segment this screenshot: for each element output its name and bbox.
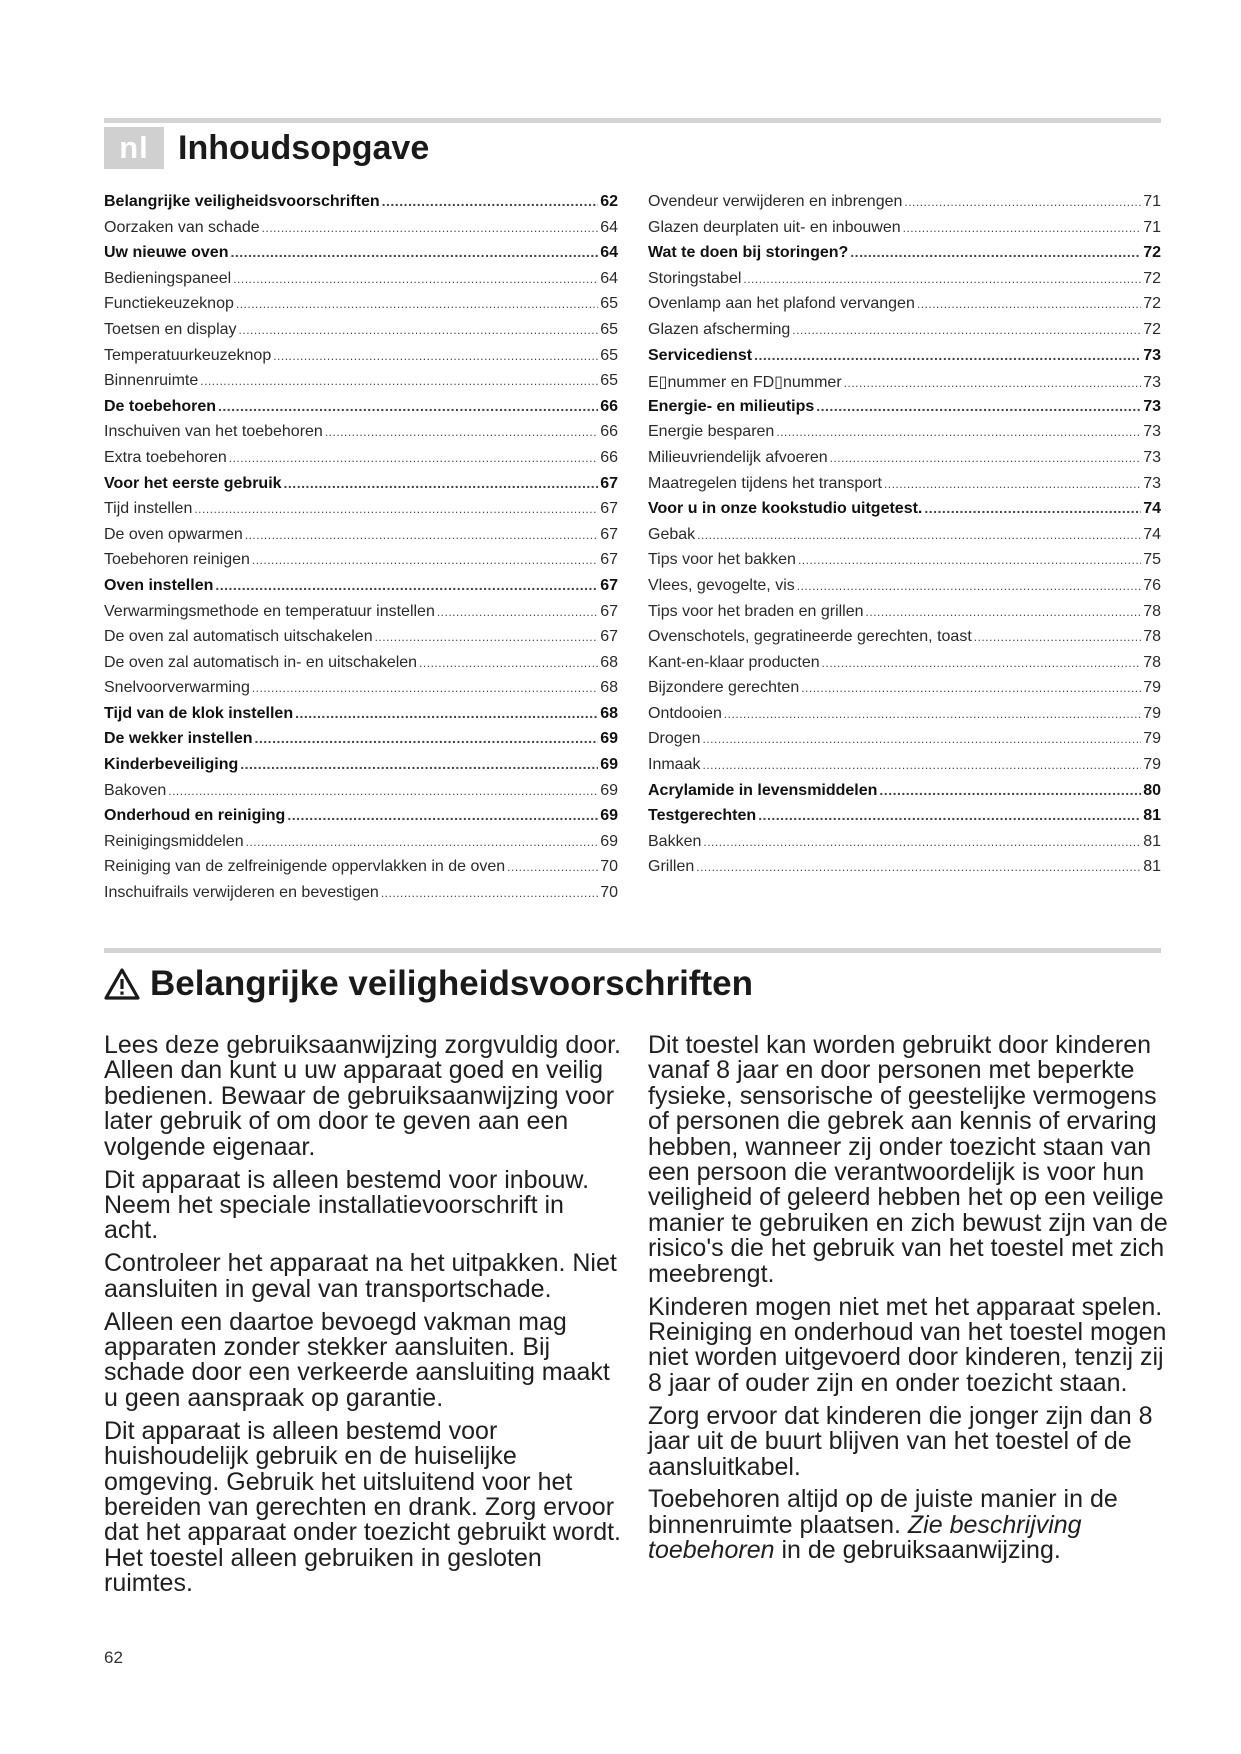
toc-entry-label: Verwarmingsmethode en temperatuur instellen xyxy=(104,602,435,620)
toc-entry-label: Glazen deurplaten uit- en inbouwen xyxy=(648,218,901,236)
toc-leader-dots xyxy=(194,500,598,518)
toc-leader-dots xyxy=(850,244,1141,262)
toc-leader-dots xyxy=(236,295,598,313)
toc-entry[interactable] xyxy=(648,398,1161,424)
toc-header xyxy=(104,127,429,169)
toc-entry-label: De oven zal automatisch in- en uitschakelen xyxy=(104,653,418,671)
toc-leader-dots xyxy=(382,193,599,211)
toc-entry-label: Ovendeur verwijderen en inbrengen xyxy=(648,193,903,210)
toc-leader-dots xyxy=(924,500,1141,518)
toc-leader-dots xyxy=(381,884,598,902)
warning-triangle-icon xyxy=(104,967,140,1001)
safety-right-column xyxy=(648,1033,1168,1571)
toc-entry-label: Bakoven xyxy=(104,781,167,799)
toc-entry[interactable] xyxy=(104,679,618,705)
toc-leader-dots xyxy=(816,398,1141,416)
toc-leader-dots xyxy=(246,833,599,851)
toc-entry-page: 67 xyxy=(600,576,618,594)
toc-entry[interactable] xyxy=(104,244,618,270)
language-badge: nl xyxy=(104,127,164,169)
toc-entry-page: 76 xyxy=(1143,576,1161,594)
toc-entry-page: 70 xyxy=(600,884,618,902)
safety-paragraph: Controleer het apparaat na het uitpakken. Niet aansluiten in geval van transportschade. xyxy=(104,1249,617,1303)
toc-entry-label: Belangrijke veiligheidsvoorschriften xyxy=(104,193,380,210)
toc-entry-page: 69 xyxy=(600,730,618,748)
toc-entry-label: Tips voor het braden en grillen xyxy=(648,602,864,620)
toc-entry-page: 81 xyxy=(1143,832,1161,850)
toc-entry-page: 78 xyxy=(1143,628,1161,646)
toc-leader-dots xyxy=(884,475,1141,493)
toc-entry[interactable] xyxy=(648,500,1161,526)
toc-entry[interactable] xyxy=(104,423,618,449)
toc-entry[interactable] xyxy=(104,551,618,577)
toc-entry-label: Kinderbeveiliging xyxy=(104,756,239,774)
toc-leader-dots xyxy=(295,705,598,723)
toc-entry-label: Acrylamide in levensmiddelen xyxy=(648,781,878,799)
toc-entry-label: Inmaak xyxy=(648,756,701,774)
toc-entry-label: Tips voor het bakken xyxy=(648,551,796,569)
toc-entry-page: 73 xyxy=(1143,397,1161,415)
toc-entry[interactable] xyxy=(104,807,618,833)
toc-entry-label: Voor u in onze kookstudio uitgetest. xyxy=(648,500,923,518)
toc-leader-dots xyxy=(245,526,598,544)
toc-leader-dots xyxy=(724,705,1141,723)
toc-entry[interactable] xyxy=(104,833,618,859)
toc-entry[interactable] xyxy=(648,423,1161,449)
toc-entry[interactable] xyxy=(648,244,1161,270)
toc-entry-label: Toetsen en display xyxy=(104,320,237,338)
toc-leader-dots xyxy=(240,756,598,774)
toc-entry[interactable] xyxy=(648,756,1161,782)
toc-entry[interactable] xyxy=(104,782,618,808)
toc-entry[interactable] xyxy=(104,475,618,501)
section-rule xyxy=(104,948,1161,953)
reference-emphasis: Zie beschrijving toebehoren xyxy=(648,1510,1082,1565)
toc-entry-page: 68 xyxy=(600,653,618,671)
toc-entry-label: Tijd instellen xyxy=(104,500,193,518)
toc-entry-label: Bijzondere gerechten xyxy=(648,679,800,697)
toc-entry[interactable] xyxy=(648,833,1161,859)
toc-leader-dots xyxy=(437,603,598,621)
toc-entry[interactable] xyxy=(104,295,618,321)
toc-leader-dots xyxy=(703,833,1141,851)
toc-entry-label: Toebehoren reinigen xyxy=(104,551,250,569)
toc-entry-page: 67 xyxy=(600,474,618,492)
toc-entry-page: 70 xyxy=(600,858,618,876)
safety-paragraph: Kinderen mogen niet met het apparaat spelen. Reiniging en onderhoud van het toestel mogen niet worden uitgevoerd door kinderen, tenzij zij 8 jaar of ouder zijn en onder toezicht staan. xyxy=(648,1292,1167,1397)
top-rule xyxy=(104,118,1161,123)
toc-entry-label: Inschuiven van het toebehoren xyxy=(104,423,323,441)
toc-entry-page: 72 xyxy=(1143,320,1161,338)
toc-entry[interactable] xyxy=(648,321,1161,347)
toc-entry-label: Reinigingsmiddelen xyxy=(104,832,244,850)
toc-leader-dots xyxy=(287,807,598,825)
safety-paragraph: Zorg ervoor dat kinderen die jonger zijn dan 8 jaar uit de buurt blijven van het toestel of de aansluitkabel. xyxy=(648,1401,1153,1481)
toc-entry-page: 79 xyxy=(1143,730,1161,748)
toc-leader-dots xyxy=(903,219,1142,237)
toc-entry-page: 69 xyxy=(600,832,618,850)
toc-entry-label: Oven instellen xyxy=(104,576,214,594)
toc-entry-page: 62 xyxy=(600,193,618,210)
toc-left-column xyxy=(104,193,618,910)
toc-entry[interactable] xyxy=(648,858,1161,884)
toc-entry-page: 65 xyxy=(600,295,618,313)
page-number: 62 xyxy=(104,1648,123,1667)
toc-entry-label: E▯nummer en FD▯nummer xyxy=(648,374,842,392)
toc-leader-dots xyxy=(844,374,1142,392)
toc-entry-page: 69 xyxy=(600,781,618,799)
toc-entry[interactable] xyxy=(104,526,618,552)
toc-entry[interactable] xyxy=(648,679,1161,705)
toc-entry[interactable] xyxy=(648,193,1161,219)
toc-leader-dots xyxy=(776,423,1141,441)
toc-entry-page: 75 xyxy=(1143,551,1161,569)
toc-entry-label: Wat te doen bij storingen? xyxy=(648,244,849,262)
toc-entry-label: Grillen xyxy=(648,858,695,876)
toc-entry-label: De wekker instellen xyxy=(104,730,253,748)
toc-entry-page: 73 xyxy=(1143,423,1161,441)
toc-entry-label: Ontdooien xyxy=(648,704,722,722)
toc-entry-page: 72 xyxy=(1143,295,1161,313)
toc-leader-dots xyxy=(797,577,1141,595)
toc-entry-label: Ovenschotels, gegratineerde gerechten, toast xyxy=(648,628,972,646)
toc-leader-dots xyxy=(696,858,1141,876)
toc-leader-dots xyxy=(702,730,1141,748)
toc-entry-page: 72 xyxy=(1143,269,1161,287)
toc-entry-label: Energie- en milieutips xyxy=(648,397,815,415)
toc-entry-page: 66 xyxy=(600,423,618,441)
toc-entry-label: Ovenlamp aan het plafond vervangen xyxy=(648,295,915,313)
toc-leader-dots xyxy=(697,526,1141,544)
toc-leader-dots xyxy=(168,782,598,800)
toc-leader-dots xyxy=(879,782,1141,800)
toc-entry[interactable] xyxy=(648,603,1161,629)
toc-entry-page: 66 xyxy=(600,448,618,466)
toc-leader-dots xyxy=(252,679,598,697)
toc-entry-page: 79 xyxy=(1143,679,1161,697)
toc-entry[interactable] xyxy=(104,577,618,603)
toc-entry-page: 65 xyxy=(600,372,618,390)
toc-entry-page: 68 xyxy=(600,679,618,697)
toc-entry[interactable] xyxy=(104,347,618,373)
toc-entry[interactable] xyxy=(648,551,1161,577)
toc-entry-label: Extra toebehoren xyxy=(104,448,227,466)
toc-entry-label: Functiekeuzeknop xyxy=(104,295,234,313)
toc-entry[interactable] xyxy=(104,219,618,245)
toc-leader-dots xyxy=(252,551,598,569)
toc-entry-page: 69 xyxy=(600,756,618,774)
toc-leader-dots xyxy=(866,603,1142,621)
toc-entry-page: 81 xyxy=(1143,807,1161,825)
safety-paragraph: Dit apparaat is alleen bestemd voor huishoudelijk gebruik en de huiselijke omgeving. Gebruik het uitsluitend voor het bereiden van gerechten en drank. Zorg ervoor dat het apparaat onder toezicht gebruikt wordt. Het toestel alleen gebruiken in gesloten ruimtes. xyxy=(104,1416,621,1598)
toc-entry-page: 65 xyxy=(600,320,618,338)
toc-entry-page: 64 xyxy=(600,269,618,287)
toc-entry[interactable] xyxy=(104,500,618,526)
toc-leader-dots xyxy=(419,654,598,672)
toc-entry-page: 81 xyxy=(1143,858,1161,876)
toc-entry[interactable] xyxy=(648,705,1161,731)
toc-entry-page: 80 xyxy=(1143,781,1161,799)
toc-entry-label: Servicedienst xyxy=(648,346,753,364)
toc-entry-page: 71 xyxy=(1143,193,1161,210)
toc-entry-page: 73 xyxy=(1143,474,1161,492)
paragraph-toebehoren: Toebehoren altijd op de juiste manier in de binnenruimte plaatsen. Zie beschrijving toebehoren in de gebruiksaanwijzing. xyxy=(648,1485,1118,1565)
toc-entry-page: 69 xyxy=(600,807,618,825)
toc-leader-dots xyxy=(917,295,1141,313)
toc-entry-label: Uw nieuwe oven xyxy=(104,244,229,262)
toc-title: Inhoudsopgave xyxy=(178,128,430,167)
toc-entry[interactable] xyxy=(648,270,1161,296)
toc-entry-label: Oorzaken van schade xyxy=(104,218,260,236)
toc-entry-label: Voor het eerste gebruik xyxy=(104,474,282,492)
toc-leader-dots xyxy=(262,219,599,237)
toc-entry[interactable] xyxy=(648,782,1161,808)
safety-title: Belangrijke veiligheidsvoorschriften xyxy=(150,964,753,1003)
toc-entry-label: Energie besparen xyxy=(648,423,775,441)
toc-entry-page: 66 xyxy=(600,397,618,415)
toc-entry-label: Storingstabel xyxy=(648,269,742,287)
toc-entry[interactable] xyxy=(104,884,618,910)
toc-leader-dots xyxy=(325,423,598,441)
safety-paragraph: Alleen een daartoe bevoegd vakman mag apparaten zonder stekker aansluiten. Bij schade door een verkeerde aansluiting maakt u geen aanspraak op garantie. xyxy=(104,1307,610,1412)
toc-entry[interactable] xyxy=(648,577,1161,603)
toc-entry[interactable] xyxy=(648,628,1161,654)
toc-entry-page: 67 xyxy=(600,628,618,646)
toc-entry-page: 67 xyxy=(600,602,618,620)
toc-entry[interactable] xyxy=(104,270,618,296)
toc-entry[interactable] xyxy=(648,730,1161,756)
toc-leader-dots xyxy=(255,730,599,748)
toc-entry-page: 72 xyxy=(1143,244,1161,262)
toc-entry[interactable] xyxy=(648,219,1161,245)
toc-leader-dots xyxy=(284,475,599,493)
toc-entry-label: Vlees, gevogelte, vis xyxy=(648,576,795,594)
toc-entry-page: 64 xyxy=(600,244,618,262)
toc-entry-label: Reiniging van de zelfreinigende oppervlakken in de oven xyxy=(104,858,506,876)
toc-leader-dots xyxy=(792,321,1141,339)
toc-entry-label: De toebehoren xyxy=(104,397,217,415)
safety-paragraph: Lees deze gebruiksaanwijzing zorgvuldig door. Alleen dan kunt u uw apparaat goed en veilig bedienen. Bewaar de gebruiksaanwijzing voor later gebruik of om door te geven aan een volgende eigenaar. xyxy=(104,1031,621,1161)
toc-leader-dots xyxy=(822,654,1142,672)
toc-entry-label: Milieuvriendelijk afvoeren xyxy=(648,448,828,466)
toc-entry-page: 67 xyxy=(600,525,618,543)
toc-entry-page: 73 xyxy=(1143,346,1161,364)
safety-paragraph: Dit apparaat is alleen bestemd voor inbouw. Neem het speciale installatievoorschrift in acht. xyxy=(104,1165,590,1245)
toc-leader-dots xyxy=(801,679,1141,697)
toc-entry-page: 79 xyxy=(1143,756,1161,774)
toc-entry-page: 74 xyxy=(1143,525,1161,543)
toc-entry[interactable] xyxy=(104,372,618,398)
toc-entry[interactable] xyxy=(104,705,618,731)
toc-entry[interactable] xyxy=(648,449,1161,475)
toc-entry[interactable] xyxy=(104,398,618,424)
toc-leader-dots xyxy=(230,244,598,262)
toc-leader-dots xyxy=(702,756,1141,774)
toc-entry-page: 68 xyxy=(600,704,618,722)
toc-entry[interactable] xyxy=(648,807,1161,833)
toc-right-column xyxy=(648,193,1161,884)
toc-entry-label: Temperatuurkeuzeknop xyxy=(104,346,272,364)
toc-leader-dots xyxy=(904,193,1141,211)
toc-entry[interactable] xyxy=(104,628,618,654)
toc-leader-dots xyxy=(200,372,598,390)
toc-leader-dots xyxy=(830,449,1142,467)
toc-entry[interactable] xyxy=(104,449,618,475)
toc-entry-label: Bakken xyxy=(648,832,702,850)
toc-entry-label: De oven zal automatisch uitschakelen xyxy=(104,628,373,646)
toc-entry-label: Inschuifrails verwijderen en bevestigen xyxy=(104,884,379,902)
toc-entry[interactable] xyxy=(104,858,618,884)
toc-entry-label: Bedieningspaneel xyxy=(104,269,232,287)
toc-entry-page: 78 xyxy=(1143,653,1161,671)
toc-entry[interactable] xyxy=(648,654,1161,680)
toc-entry-label: Glazen afscherming xyxy=(648,320,791,338)
safety-left-column xyxy=(104,1033,624,1604)
toc-entry-page: 64 xyxy=(600,218,618,236)
toc-leader-dots xyxy=(273,347,598,365)
toc-entry-page: 74 xyxy=(1143,500,1161,518)
toc-entry[interactable] xyxy=(104,756,618,782)
toc-leader-dots xyxy=(218,398,598,416)
toc-entry-page: 79 xyxy=(1143,704,1161,722)
safety-paragraph: Dit toestel kan worden gebruikt door kinderen vanaf 8 jaar en door personen met beperkte fysieke, sensorische of geestelijke vermogens of personen die gebrek aan kennis of ervaring hebben, wanneer zij onder toezicht staan van een persoon die verantwoordelijk is voor hun veiligheid of geleerd hebben het op een veilige manier te gebruiken en zich bewust zijn van de risico's die het gebruik van het toestel met zich meebrengt. xyxy=(648,1031,1168,1288)
toc-entry-label: Gebak xyxy=(648,525,696,543)
toc-entry-label: De oven opwarmen xyxy=(104,525,243,543)
toc-entry-label: Kant-en-klaar producten xyxy=(648,653,820,671)
toc-entry-page: 73 xyxy=(1143,374,1161,392)
toc-entry[interactable] xyxy=(648,372,1161,398)
toc-entry-label: Tijd van de klok instellen xyxy=(104,704,294,722)
toc-entry[interactable] xyxy=(104,654,618,680)
toc-entry-page: 65 xyxy=(600,346,618,364)
toc-entry[interactable] xyxy=(104,730,618,756)
toc-leader-dots xyxy=(229,449,598,467)
toc-leader-dots xyxy=(798,551,1141,569)
toc-entry[interactable] xyxy=(648,475,1161,501)
toc-entry-label: Onderhoud en reiniging xyxy=(104,807,286,825)
toc-entry-page: 67 xyxy=(600,551,618,569)
toc-entry-page: 67 xyxy=(600,500,618,518)
toc-leader-dots xyxy=(375,628,599,646)
toc-entry-label: Testgerechten xyxy=(648,807,757,825)
toc-entry[interactable] xyxy=(104,321,618,347)
toc-leader-dots xyxy=(754,347,1141,365)
toc-entry-page: 71 xyxy=(1143,218,1161,236)
toc-entry-page: 78 xyxy=(1143,602,1161,620)
toc-leader-dots xyxy=(974,628,1141,646)
toc-leader-dots xyxy=(233,270,598,288)
toc-entry[interactable] xyxy=(104,193,618,219)
toc-leader-dots xyxy=(239,321,599,339)
toc-entry-label: Maatregelen tijdens het transport xyxy=(648,474,882,492)
toc-entry-label: Snelvoorverwarming xyxy=(104,679,250,697)
toc-entry[interactable] xyxy=(648,526,1161,552)
toc-entry[interactable] xyxy=(648,295,1161,321)
toc-entry-label: Drogen xyxy=(648,730,701,748)
toc-leader-dots xyxy=(743,270,1141,288)
safety-header xyxy=(104,962,753,1006)
toc-leader-dots xyxy=(215,577,598,595)
toc-entry[interactable] xyxy=(648,347,1161,373)
toc-entry[interactable] xyxy=(104,603,618,629)
toc-entry-page: 73 xyxy=(1143,448,1161,466)
toc-leader-dots xyxy=(758,807,1141,825)
toc-leader-dots xyxy=(507,858,598,876)
toc-entry-label: Binnenruimte xyxy=(104,372,199,390)
